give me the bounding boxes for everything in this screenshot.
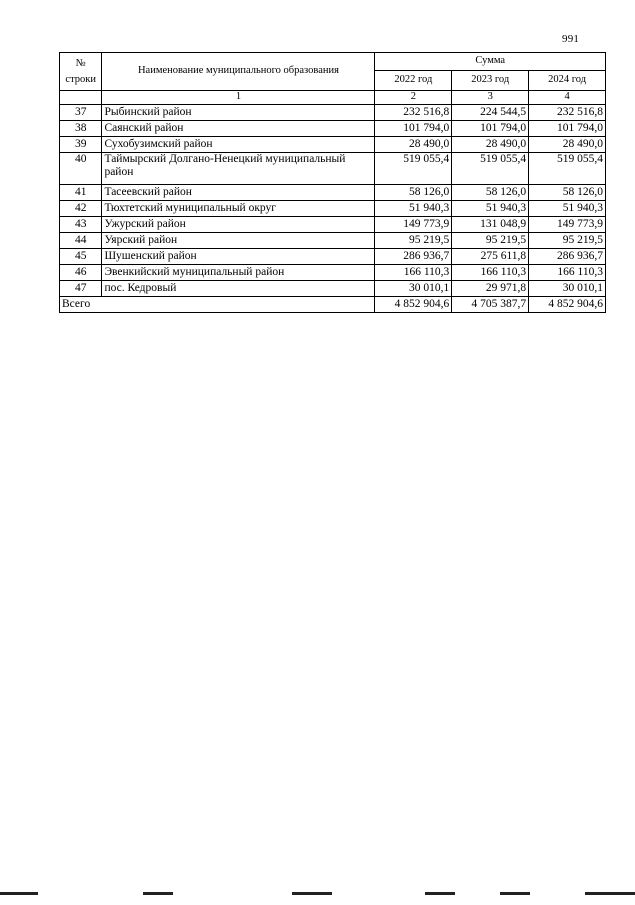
value-2023: 101 794,0 bbox=[452, 121, 529, 137]
column-index-3: 3 bbox=[452, 91, 529, 105]
row-number: 38 bbox=[60, 121, 102, 137]
table-body bbox=[60, 105, 606, 313]
value-2022: 30 010,1 bbox=[375, 281, 452, 297]
row-number-header-line2: строки bbox=[65, 73, 97, 85]
municipality-name: Саянский район bbox=[102, 121, 375, 137]
table-row bbox=[60, 153, 606, 185]
total-2022: 4 852 904,6 bbox=[375, 297, 452, 313]
row-number-header-line1: № bbox=[75, 57, 86, 69]
municipality-name: Сухобузимский район bbox=[102, 137, 375, 153]
column-index-2: 2 bbox=[375, 91, 452, 105]
row-number: 37 bbox=[60, 105, 102, 121]
total-label: Всего bbox=[60, 297, 375, 313]
value-2023: 28 490,0 bbox=[452, 137, 529, 153]
column-index-4: 4 bbox=[529, 91, 606, 105]
row-number: 39 bbox=[60, 137, 102, 153]
scan-edge-mark bbox=[292, 892, 332, 895]
scan-edge-mark bbox=[0, 892, 38, 895]
value-2024: 166 110,3 bbox=[529, 265, 606, 281]
page-number: 991 bbox=[562, 33, 580, 45]
year-header-2024: 2024 год bbox=[529, 71, 606, 91]
row-number: 43 bbox=[60, 217, 102, 233]
table-row bbox=[60, 265, 606, 281]
row-number: 46 bbox=[60, 265, 102, 281]
table-row bbox=[60, 105, 606, 121]
value-2023: 29 971,8 bbox=[452, 281, 529, 297]
table-row bbox=[60, 201, 606, 217]
scan-edge-mark bbox=[585, 892, 635, 895]
table-row bbox=[60, 137, 606, 153]
value-2022: 519 055,4 bbox=[375, 153, 452, 185]
row-number: 44 bbox=[60, 233, 102, 249]
name-header: Наименование муниципального образования bbox=[102, 53, 375, 91]
value-2023: 131 048,9 bbox=[452, 217, 529, 233]
municipality-name: Эвенкийский муниципальный район bbox=[102, 265, 375, 281]
value-2022: 51 940,3 bbox=[375, 201, 452, 217]
total-2023: 4 705 387,7 bbox=[452, 297, 529, 313]
year-header-2022: 2022 год bbox=[375, 71, 452, 91]
value-2024: 95 219,5 bbox=[529, 233, 606, 249]
value-2022: 28 490,0 bbox=[375, 137, 452, 153]
value-2023: 51 940,3 bbox=[452, 201, 529, 217]
table-row bbox=[60, 217, 606, 233]
table-row bbox=[60, 233, 606, 249]
value-2022: 95 219,5 bbox=[375, 233, 452, 249]
value-2023: 58 126,0 bbox=[452, 185, 529, 201]
scan-edge-mark bbox=[500, 892, 530, 895]
row-number: 42 bbox=[60, 201, 102, 217]
value-2024: 58 126,0 bbox=[529, 185, 606, 201]
total-2024: 4 852 904,6 bbox=[529, 297, 606, 313]
value-2024: 519 055,4 bbox=[529, 153, 606, 185]
municipality-name: Ужурский район bbox=[102, 217, 375, 233]
value-2022: 149 773,9 bbox=[375, 217, 452, 233]
table-row bbox=[60, 185, 606, 201]
value-2023: 166 110,3 bbox=[452, 265, 529, 281]
row-number-header bbox=[60, 53, 102, 91]
value-2023: 519 055,4 bbox=[452, 153, 529, 185]
scan-edge-mark bbox=[143, 892, 173, 895]
year-header-2023: 2023 год bbox=[452, 71, 529, 91]
value-2024: 149 773,9 bbox=[529, 217, 606, 233]
row-number: 41 bbox=[60, 185, 102, 201]
municipality-name: Тасеевский район bbox=[102, 185, 375, 201]
column-index-empty bbox=[60, 91, 102, 105]
value-2024: 51 940,3 bbox=[529, 201, 606, 217]
budget-table bbox=[59, 52, 606, 313]
value-2022: 232 516,8 bbox=[375, 105, 452, 121]
sum-header: Сумма bbox=[375, 53, 606, 71]
row-number: 45 bbox=[60, 249, 102, 265]
municipality-name: Рыбинский район bbox=[102, 105, 375, 121]
table-header bbox=[60, 53, 606, 105]
value-2024: 30 010,1 bbox=[529, 281, 606, 297]
value-2024: 286 936,7 bbox=[529, 249, 606, 265]
table-row bbox=[60, 249, 606, 265]
municipality-name: пос. Кедровый bbox=[102, 281, 375, 297]
municipality-name: Таймырский Долгано-Ненецкий муниципальный район bbox=[102, 153, 375, 185]
value-2022: 101 794,0 bbox=[375, 121, 452, 137]
value-2023: 95 219,5 bbox=[452, 233, 529, 249]
table-row bbox=[60, 121, 606, 137]
table-row bbox=[60, 281, 606, 297]
municipality-name: Шушенский район bbox=[102, 249, 375, 265]
total-row bbox=[60, 297, 606, 313]
value-2022: 286 936,7 bbox=[375, 249, 452, 265]
column-index-1: 1 bbox=[102, 91, 375, 105]
value-2023: 275 611,8 bbox=[452, 249, 529, 265]
value-2022: 58 126,0 bbox=[375, 185, 452, 201]
value-2024: 101 794,0 bbox=[529, 121, 606, 137]
value-2022: 166 110,3 bbox=[375, 265, 452, 281]
value-2024: 232 516,8 bbox=[529, 105, 606, 121]
row-number: 40 bbox=[60, 153, 102, 185]
municipality-name: Уярский район bbox=[102, 233, 375, 249]
value-2024: 28 490,0 bbox=[529, 137, 606, 153]
row-number: 47 bbox=[60, 281, 102, 297]
municipality-name: Тюхтетский муниципальный округ bbox=[102, 201, 375, 217]
scan-edge-mark bbox=[425, 892, 455, 895]
value-2023: 224 544,5 bbox=[452, 105, 529, 121]
